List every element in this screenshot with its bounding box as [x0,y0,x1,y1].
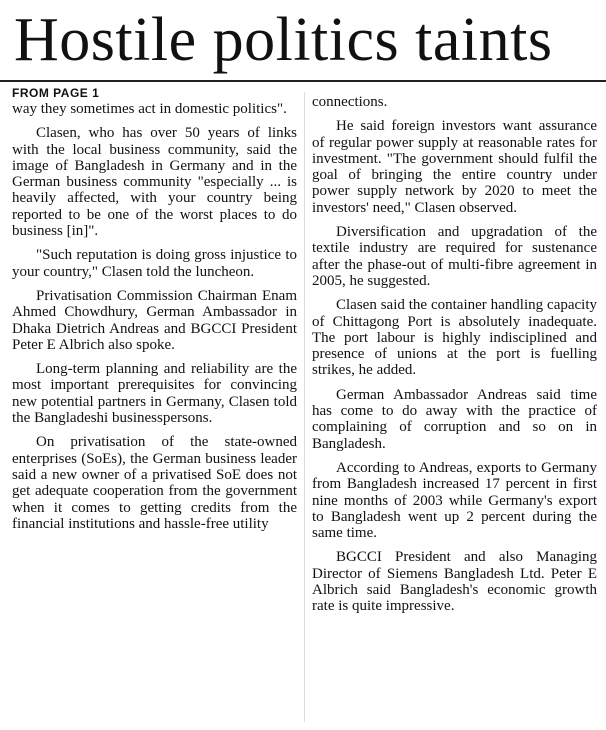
paragraph: German Ambassador Andreas said time has come to do away with the practice of complaining of corruption and so on in Bangladesh. [312,386,597,452]
paragraph: He said foreign investors want assurance of regular power supply at reasonable rates for investment. "The government should fulfil the goal of bringing the entire country under power supply network by 2020 to meet the investors' need," Clasen observed. [312,118,597,216]
paragraph: Clasen said the container handling capacity of Chittagong Port is absolutely inadequate. The port labour is highly indisciplined and presence of unions at the port is fuelling strikes, he added. [312,297,597,379]
paragraph: Clasen, who has over 50 years of links with the local business community, said the image of Bangladesh in Germany and in the German business community "especially ... is heavily affected, with your country being reported to be one of the worst places to do business [in]". [12,125,297,240]
column-divider [304,92,305,722]
headline: Hostile politics taints [14,6,553,74]
kicker: FROM PAGE 1 [12,86,100,100]
paragraph: Long-term planning and reliability are the most important prerequisites for convincing new potential partners in Germany, Clasen told the Bangladeshi businesspersons. [12,361,297,427]
right-column [312,94,597,623]
paragraph: BGCCI President and also Managing Director of Siemens Bangladesh Ltd. Peter E Albrich said Bangladesh's economic growth rate is quite impressive. [312,549,597,615]
paragraph: "Such reputation is doing gross injustice to your country," Clasen told the luncheon. [12,247,297,280]
paragraph: On privatisation of the state-owned enterprises (SoEs), the German business leader said a new owner of a privatised SoE does not get adequate cooperation from the government when it comes to getting credits from the financial institutions and hassle-free utility [12,434,297,532]
headline-rule [0,80,606,82]
paragraph: Diversification and upgradation of the textile industry are required for sustenance after the phase-out of multi-fibre agreement in 2005, he suggested. [312,224,597,289]
left-column [12,86,297,540]
paragraph: connections. [312,94,388,110]
paragraph: way they sometimes act in domestic politics". [12,101,287,117]
paragraph: Privatisation Commission Chairman Enam Ahmed Chowdhury, German Ambassador in Dhaka Dietrich Andreas and BGCCI President Peter E Albrich also spoke. [12,287,297,353]
paragraph: According to Andreas, exports to Germany from Bangladesh increased 17 percent in first nine months of 2003 while Germany's export to Bangladesh went up 2 percent during the same time. [312,459,597,542]
